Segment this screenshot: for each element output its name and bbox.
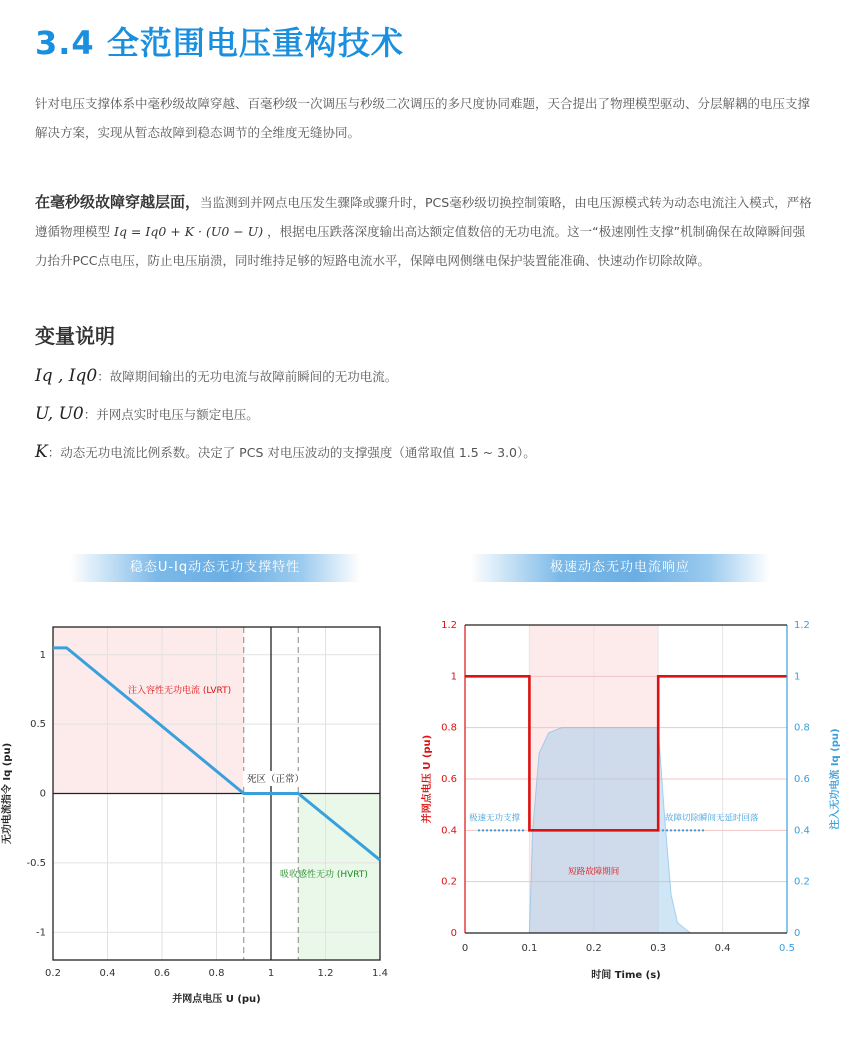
y-tick-label: 1 — [39, 649, 46, 661]
x-tick-label: 0.8 — [208, 968, 225, 979]
y-tick-label: -0.5 — [26, 857, 46, 869]
left-tick-label: 0 — [450, 928, 457, 939]
x-tick-label: 0.6 — [154, 968, 170, 979]
annotation-label-right: 故障切除瞬间无延时回落 — [665, 813, 759, 824]
right-tick-label: 0.8 — [794, 722, 810, 734]
fault-period-label: 短路故障期间 — [568, 866, 620, 877]
section-text-b: ，根据电压跌落深度输出高达额定值数倍的无功电流。这一“极速刚性支撑”机制确保在故障瞬间强力抬升PCC点电压，防止电压崩溃，同时维持足够的短路电流水平，保障电网侧继电保护装置能准确、快速动作切除故障。 — [35, 224, 806, 268]
uiq-characteristic-chart — [0, 605, 420, 1025]
left-tick-label: 0.8 — [441, 722, 457, 734]
y-axis-title-right: 注入无功电流 Iq (pu) — [830, 728, 841, 830]
left-tick-label: 0.2 — [441, 876, 457, 888]
variable-symbol: U, U0 — [35, 404, 84, 424]
y-tick-label: 0 — [39, 788, 46, 800]
section-paragraph — [35, 188, 815, 275]
variable-row-u — [35, 404, 259, 424]
variable-desc: ：故障期间输出的无功电流与故障前瞬间的无功电流。 — [97, 369, 398, 384]
variable-desc: ：动态无功电流比例系数。决定了 PCS 对电压波动的支撑强度（通常取值 1.5 ~ 3.0）。 — [47, 445, 536, 460]
physics-formula: Iq = Iq0 + K · (U0 − U) — [114, 224, 264, 239]
deadband-label: 死区（正常） — [247, 774, 305, 785]
x-tick-label: 0.1 — [521, 943, 538, 954]
y-tick-label: 0.5 — [30, 719, 46, 731]
dynamic-response-chart — [420, 605, 852, 1025]
x-tick-label: 1.4 — [372, 968, 388, 979]
x-tick-label: 0.2 — [45, 968, 61, 979]
variable-symbol: Iq , Iq0 — [35, 366, 98, 386]
left-tick-label: 1 — [450, 671, 457, 683]
left-tick-label: 0.4 — [441, 825, 457, 837]
right-tick-label: 1 — [794, 671, 801, 683]
page-title: 3.4 全范围电压重构技术 — [35, 24, 404, 62]
y-tick-label: -1 — [36, 927, 46, 939]
variable-symbol: K — [35, 442, 48, 462]
y-axis-title-left: 并网点电压 U (pu) — [422, 734, 433, 824]
variables-heading: 变量说明 — [35, 324, 115, 348]
x-tick-label: 1.2 — [317, 968, 334, 979]
x-tick-label: 0.5 — [779, 943, 795, 954]
variable-row-iq — [35, 366, 397, 386]
y-axis-title: 无功电流指令 Iq (pu) — [2, 742, 13, 845]
x-tick-label: 1 — [267, 968, 275, 979]
section-lead: 在毫秒级故障穿越层面， — [35, 193, 201, 211]
lvrt-label: 注入容性无功电流 (LVRT) — [128, 686, 232, 696]
right-tick-label: 1.2 — [794, 620, 810, 631]
intro-paragraph: 针对电压支撑体系中毫秒级故障穿越、百毫秒级一次调压与秒级二次调压的多尺度协同难题，天合提出了物理模型驱动、分层解耦的电压支撑解决方案，实现从暂态故障到稳态调节的全维度无缝协同。 — [35, 96, 811, 140]
x-tick-label: 0 — [461, 943, 469, 954]
x-axis-title: 时间 Time (s) — [591, 970, 661, 981]
right-tick-label: 0.6 — [794, 774, 810, 785]
chart-banner-left: 稳态U-Iq动态无功支撑特性 — [70, 554, 360, 582]
left-tick-label: 0.6 — [441, 774, 457, 785]
right-tick-label: 0.2 — [794, 876, 810, 888]
x-tick-label: 0.2 — [585, 943, 602, 954]
hvrt-label: 吸收感性无功 (HVRT) — [280, 870, 368, 880]
x-tick-label: 0.4 — [99, 968, 116, 979]
x-axis-title: 并网点电压 U (pu) — [172, 994, 261, 1005]
left-tick-label: 1.2 — [441, 620, 457, 631]
x-tick-label: 0.4 — [714, 943, 731, 954]
right-tick-label: 0 — [794, 928, 801, 939]
x-tick-label: 0.3 — [650, 943, 667, 954]
chart-banner-right: 极速动态无功电流响应 — [470, 554, 770, 582]
variable-desc: ：并网点实时电压与额定电压。 — [83, 407, 259, 422]
variable-row-k — [35, 442, 536, 462]
annotation-label-left: 极速无功支撑 — [469, 813, 521, 824]
right-tick-label: 0.4 — [794, 825, 810, 837]
section-text-a: 当监测到并网点电压发生骤降或骤升时，PCS毫秒级切换控制策略，由电压源模式转为动态电流注入模式，严格遵循物理模型 — [35, 195, 812, 239]
